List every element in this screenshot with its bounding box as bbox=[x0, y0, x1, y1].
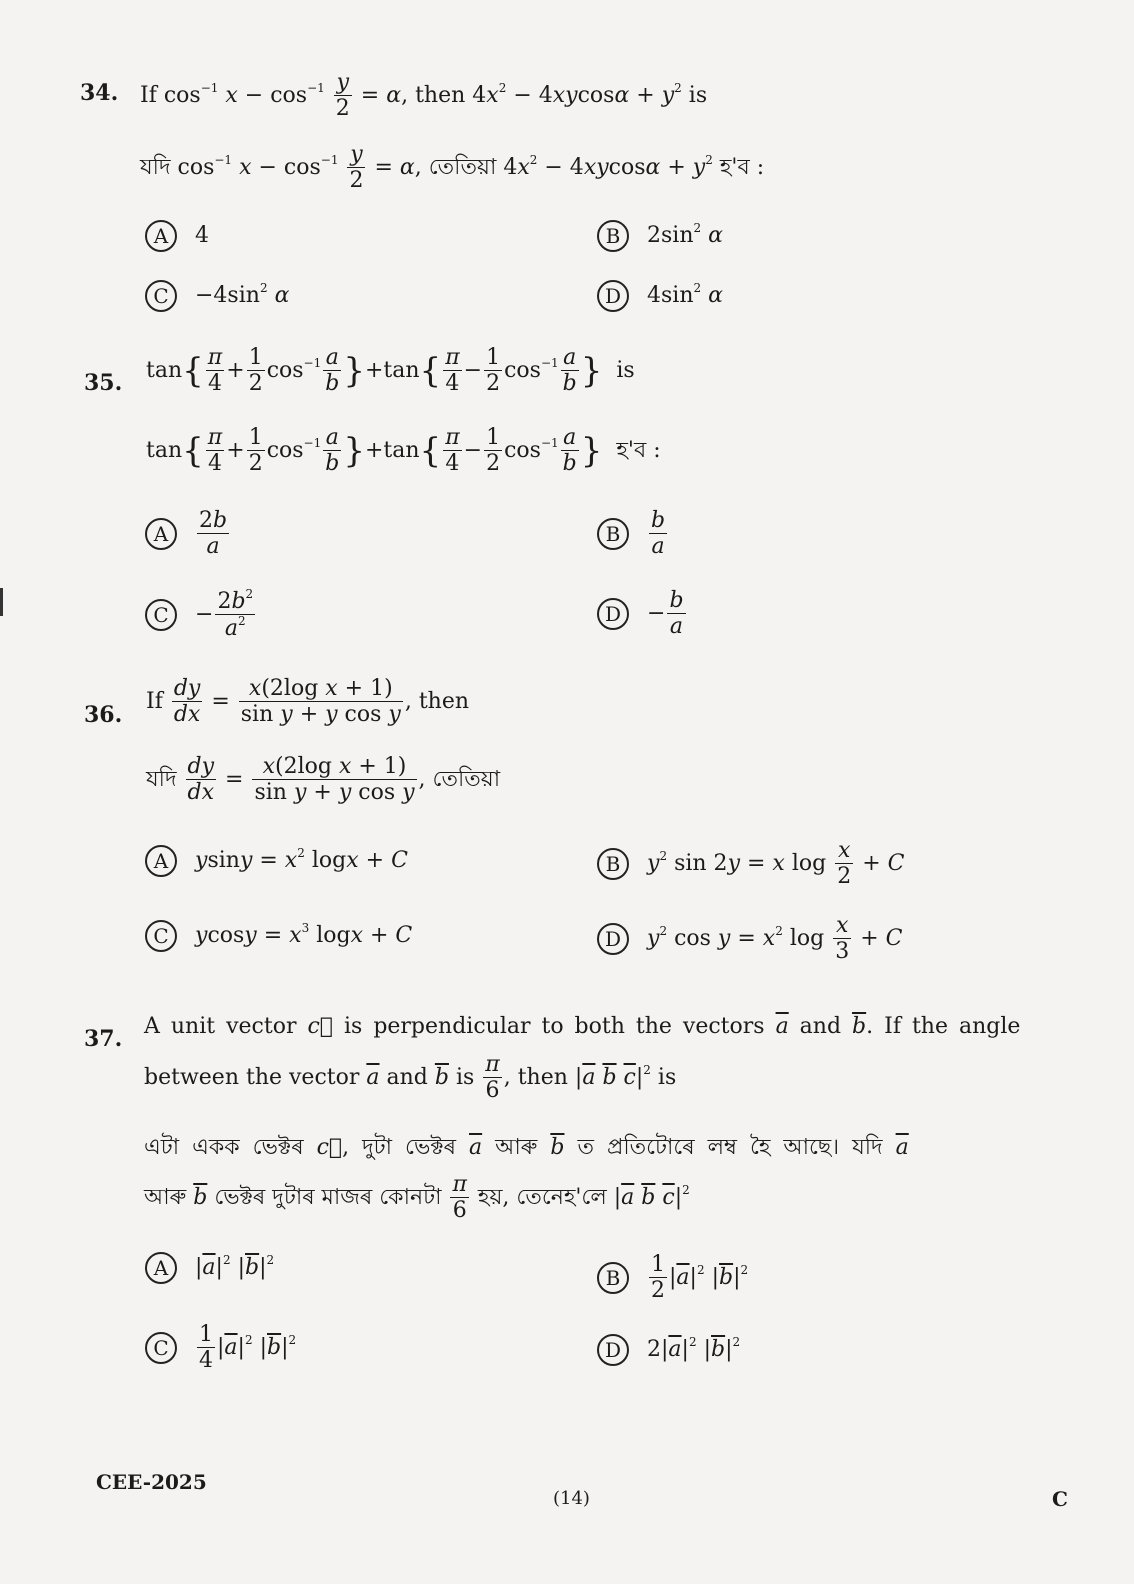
question-36-option-b[interactable]: B $y^2$ sin 2y = x log $\frac{x}{2}$ + C bbox=[597, 838, 904, 890]
option-d-marker: D bbox=[597, 923, 629, 955]
option-a-marker: A bbox=[145, 220, 177, 252]
option-d-marker: D bbox=[597, 280, 629, 312]
option-c-marker: C bbox=[145, 599, 177, 631]
question-34-option-d[interactable]: D $4\sin^2$ α bbox=[597, 280, 723, 312]
question-34-option-b[interactable]: B $2\sin^2$ α bbox=[597, 220, 723, 252]
question-37-english-line2: between the vector $\overline{a}$ and $\overline{b}$ is $\frac{\pi}{6}$ , then $|\overline{a}$ $\overline{b}$ $\overline{c}|^2$ is bbox=[144, 1052, 677, 1104]
question-35-assamese: tan{ $\frac{\pi}{4}$ + $\frac{1}{2}$ $\cos^{-1}$ $\frac{a}{b}$ }+tan{ $\frac{\pi}{4}$ − $\frac{1}{2}$ $\cos^{-1}$ $\frac{a}{b}$ } হ'ব : bbox=[146, 425, 661, 477]
question-34-option-c[interactable]: $C -4\sin^2$ α bbox=[145, 280, 289, 312]
question-36-number: 36. bbox=[84, 702, 123, 728]
margin-mark bbox=[0, 588, 3, 616]
footer-exam-code: CEE-2025 bbox=[96, 1470, 207, 1494]
question-34-number: 34. bbox=[80, 80, 119, 106]
question-36-option-c[interactable]: C $ycosy = x^3$ logx + C bbox=[145, 920, 412, 952]
option-d-marker: D bbox=[597, 1334, 629, 1366]
question-34-english: If $\cos^{-1} x - \cos^{-1}$ $\frac{y}{2}$ = α, then $4x^2 - 4xycos\alpha + y^2$ is bbox=[140, 70, 708, 122]
option-a-marker: A bbox=[145, 1252, 177, 1284]
question-35-option-b[interactable]: B $\frac{b}{a}$ bbox=[597, 508, 669, 560]
question-37-option-b[interactable]: B $\frac{1}{2}$ $|\overline{a}|^2$ $|\overline{b}|^2$ bbox=[597, 1252, 748, 1304]
question-37-option-c[interactable]: C $\frac{1}{4}$ $|\overline{a}|^2$ $|\overline{b}|^2$ bbox=[145, 1322, 296, 1374]
option-a-marker: A bbox=[145, 518, 177, 550]
option-c-marker: C bbox=[145, 920, 177, 952]
question-37-english-line1: A unit vector c⃗ is perpendicular to both the vectors $\overline{a}$ and $\overline{b}$. If the angle bbox=[144, 1014, 1021, 1039]
question-37-option-a[interactable]: A $|\overline{a}|^2$ $|\overline{b}|^2$ bbox=[145, 1252, 274, 1284]
option-b-marker: B bbox=[597, 220, 629, 252]
option-b-marker: B bbox=[597, 1262, 629, 1294]
question-37-option-d[interactable]: D $2|\overline{a}|^2$ $|\overline{b}|^2$ bbox=[597, 1334, 740, 1366]
question-34-assamese: যদি $\cos^{-1} x - \cos^{-1}$ $\frac{y}{2}$ = α, তেতিয়া $4x^2 - 4xycos\alpha + y^2$ হ'ব : bbox=[140, 142, 765, 194]
question-36-english: If $\frac{dy}{dx}$ = $\frac{\text{x(2log x + 1)}}{\text{sin y + y cos y}}$ , then bbox=[146, 676, 470, 728]
question-37-number: 37. bbox=[84, 1026, 123, 1052]
option-c-marker: C bbox=[145, 280, 177, 312]
question-36-option-a[interactable]: A $ysiny = x^2$ logx + C bbox=[145, 845, 408, 877]
question-35-option-a[interactable]: A $\frac{2b}{a}$ bbox=[145, 508, 231, 560]
question-35-english: tan{ $\frac{\pi}{4}$ + $\frac{1}{2}$ $\cos^{-1}$ $\frac{a}{b}$ }+tan{ $\frac{\pi}{4}$ − $\frac{1}{2}$ $\cos^{-1}$ $\frac{a}{b}$ } is bbox=[146, 345, 635, 397]
footer-page-number: (14) bbox=[553, 1488, 590, 1509]
option-d-marker: D bbox=[597, 598, 629, 630]
question-36-assamese: যদি $\frac{dy}{dx}$ = $\frac{\text{x(2log x + 1)}}{\text{sin y + y cos y}}$ , তেতিয়া bbox=[146, 754, 501, 806]
question-37-assamese-line2: আৰু $\overline{b}$ ভেক্টৰ দুটাৰ মাজৰ কোনটা $\frac{\pi}{6}$ হয়, তেনেহ'লে $|\overline{a}$ $\overline{b}$ $\overline{c}|^2$ bbox=[144, 1172, 690, 1224]
option-a-marker: A bbox=[145, 845, 177, 877]
footer-set-code: C bbox=[1052, 1487, 1068, 1511]
question-34-option-a[interactable] bbox=[145, 220, 209, 252]
question-35-option-c[interactable]: C − $\frac{2b^2}{a^2}$ bbox=[145, 588, 257, 642]
option-b-marker: B bbox=[597, 518, 629, 550]
question-35-number: 35. bbox=[84, 370, 123, 396]
q34-opt-a-text: 4 bbox=[195, 223, 209, 248]
question-36-option-d[interactable]: D $y^2$ $\cos y = x^2$ log $\frac{x}{3}$ + C bbox=[597, 913, 902, 965]
option-b-marker: B bbox=[597, 848, 629, 880]
question-35-option-d[interactable]: D − $\frac{b}{a}$ bbox=[597, 588, 688, 640]
option-c-marker: C bbox=[145, 1332, 177, 1364]
question-37-assamese-line1: এটা একক ভেক্টৰ c⃗, দুটা ভেক্টৰ $\overline{a}$ আৰু $\overline{b}$ ত প্ৰতিটোৰে লম্ব হৈ আছে। যদি $\overline{a}$ bbox=[144, 1135, 909, 1160]
